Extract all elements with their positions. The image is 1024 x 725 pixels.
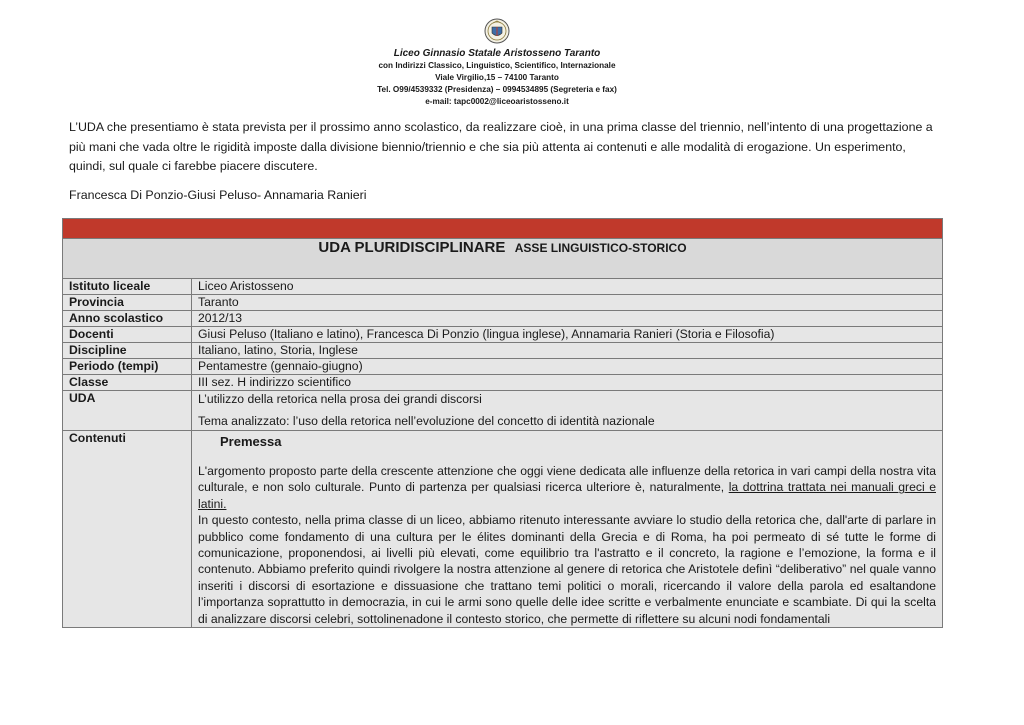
table-row bbox=[63, 311, 943, 327]
table-accent-bar bbox=[63, 219, 943, 239]
row-label: Classe bbox=[63, 375, 192, 391]
letterhead bbox=[0, 47, 994, 108]
letterhead-line: Viale Virgilio,15 – 74100 Taranto bbox=[435, 73, 559, 82]
table-row bbox=[63, 295, 943, 311]
uda-theme: Tema analizzato: l’uso della retorica nell’evoluzione del concetto di identità nazionale bbox=[198, 414, 655, 428]
row-value: III sez. H indirizzo scientifico bbox=[192, 375, 943, 391]
row-label: Istituto liceale bbox=[63, 279, 192, 295]
table-row bbox=[63, 359, 943, 375]
row-value: Liceo Aristosseno bbox=[192, 279, 943, 295]
table-row bbox=[63, 279, 943, 295]
row-label: Anno scolastico bbox=[63, 311, 192, 327]
letterhead-line: con Indirizzi Classico, Linguistico, Scientifico, Internazionale bbox=[378, 61, 616, 70]
row-label: UDA bbox=[63, 391, 192, 431]
row-value: Pentamestre (gennaio-giugno) bbox=[192, 359, 943, 375]
table-row bbox=[63, 327, 943, 343]
underlined-text: la dottrina trattata nei manuali greci e latini. bbox=[198, 480, 936, 511]
authors-line: Francesca Di Ponzio-Giusi Peluso- Annamaria Ranieri bbox=[69, 188, 367, 202]
table-row-uda bbox=[63, 391, 943, 431]
uda-table bbox=[62, 218, 943, 628]
row-label: Docenti bbox=[63, 327, 192, 343]
school-name: Liceo Ginnasio Statale Aristosseno Taranto bbox=[393, 48, 601, 59]
table-subtitle: ASSE LINGUISTICO-STORICO bbox=[514, 241, 687, 255]
row-label: Discipline bbox=[63, 343, 192, 359]
uda-cell bbox=[192, 391, 943, 431]
letterhead-line: Tel. O99/4539332 (Presidenza) – 0994534895 (Segreteria e fax) bbox=[377, 85, 617, 94]
contenuti-paragraph-1: L'argomento proposto parte della crescente attenzione che oggi viene dedicata alle influenze della retorica in vari campi della nostra vita culturale, e non solo culturale. Punto di partenza per qualsiasi ricerca ulteriore è, naturalmente, la dottrina trattata nei manuali greci e latini. bbox=[198, 464, 936, 511]
letterhead-email: e-mail: tapc0002@liceoaristosseno.it bbox=[425, 97, 569, 106]
row-label: Contenuti bbox=[63, 431, 192, 628]
table-title-row bbox=[63, 239, 943, 279]
row-value: Taranto bbox=[192, 295, 943, 311]
row-label: Provincia bbox=[63, 295, 192, 311]
uda-title: L’utilizzo della retorica nella prosa dei grandi discorsi bbox=[198, 392, 482, 406]
row-value: Giusi Peluso (Italiano e latino), Francesca Di Ponzio (lingua inglese), Annamaria Ranieri (Storia e Filosofia) bbox=[192, 327, 943, 343]
table-title: UDA PLURIDISCIPLINARE bbox=[318, 239, 506, 256]
row-value: Italiano, latino, Storia, Inglese bbox=[192, 343, 943, 359]
row-value: 2012/13 bbox=[192, 311, 943, 327]
row-label: Periodo (tempi) bbox=[63, 359, 192, 375]
intro-paragraph: L’UDA che presentiamo è stata prevista per il prossimo anno scolastico, da realizzare cioè, in una prima classe del triennio, nell’intento di una progettazione a più mani che vada oltre le rigidità imposte dalla divisione biennio/triennio e che sia più attenta ai contenuti e alle modalità di erogazione. Un esperimento, quindi, sul quale ci farebbe piacere discutere. bbox=[69, 120, 933, 173]
table-row bbox=[63, 375, 943, 391]
table-row bbox=[63, 343, 943, 359]
contenuti-cell bbox=[192, 431, 943, 628]
table-row-contenuti bbox=[63, 431, 943, 628]
section-heading: Premessa bbox=[220, 434, 282, 449]
school-crest-icon bbox=[484, 18, 510, 44]
contenuti-paragraph-2: In questo contesto, nella prima classe di un liceo, abbiamo ritenuto interessante avviare lo studio della retorica che, dall'arte di parlare in pubblico come fondamento di una cultura per le élites dominanti della Grecia e di Roma, ha poi permeato di sé tutte le forme di comunicazione, proponendosi, ai livelli più elevati, come equilibrio tra l'astratto e il concreto, la ragione e l’emozione, la forma e il contenuto. Abbiamo preferito quindi rivolgere la nostra attenzione al genere di retorica che Aristotele definì “deliberativo” nel quale vanno inseriti i discorsi di esortazione e dissuasione che trattano temi politici o morali, ricercando il valore della parola ed esaltandone l’importanza soprattutto in democrazia, in cui le armi sono quelle delle idee scritte e verbalmente enunciate e scambiate. Di qui la scelta di analizzare discorsi celebri, sottolinenadone il contesto storico, che permette di riflettere su alcuni nodi fondamentali bbox=[198, 513, 936, 626]
